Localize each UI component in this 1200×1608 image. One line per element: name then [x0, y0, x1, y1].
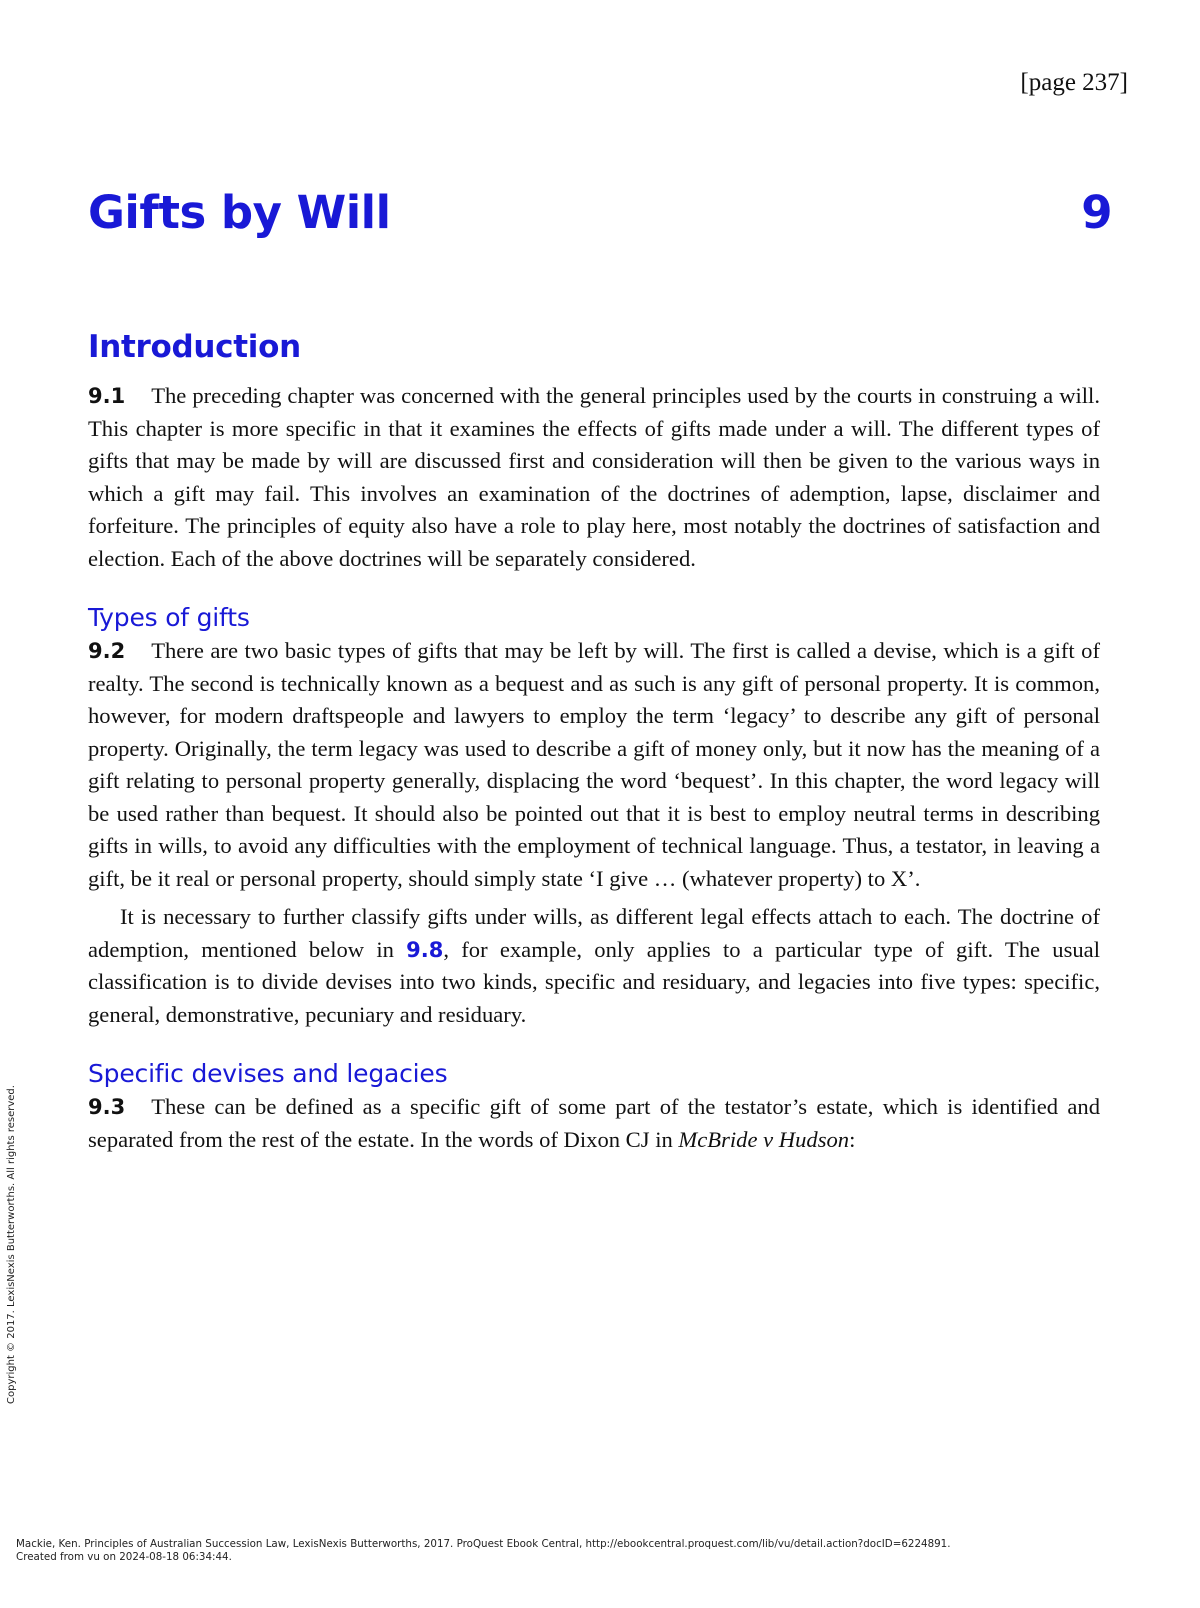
footer — [16, 1538, 951, 1564]
paragraph-9-2 — [88, 635, 1100, 895]
paragraph-number: 9.1 — [88, 384, 126, 408]
paragraph-text: These can be defined as a specific gift of some part of the testator’s estate, which is identified and separated from the rest of the estate. In the words of Dixon CJ in — [88, 1094, 1100, 1152]
paragraph-9-1 — [88, 380, 1100, 575]
copyright-side-note: Copyright © 2017. LexisNexis Butterworths. All rights reserved. — [6, 1085, 17, 1404]
paragraph-text: The preceding chapter was concerned with the general principles used by the courts in construing a will. This chapter is more specific in that it examines the effects of gifts made under a will. The different types of gifts that may be made by will are discussed first and consideration will then be given to the various ways in which a gift may fail. This involves an examination of the doctrines of ademption, lapse, disclaimer and forfeiture. The principles of equity also have a role to play here, most notably the doctrines of satisfaction and election. Each of the above doctrines will be separately considered. — [88, 383, 1100, 571]
case-citation: McBride v Hudson — [678, 1126, 850, 1152]
document-body — [88, 326, 1100, 1156]
section-heading-types-of-gifts: Types of gifts — [88, 603, 250, 632]
paragraph-text: There are two basic types of gifts that may be left by will. The first is called a devise, which is a gift of realty. The second is technically known as a bequest and as such is any gift of personal property. It is common, however, for modern draftspeople and lawyers to employ the term ‘legacy’ to describe any gift of personal property. Originally, the term legacy was used to describe a gift of money only, but it now has the meaning of a gift relating to personal property generally, displacing the word ‘bequest’. In this chapter, the word legacy will be used rather than bequest. It should also be pointed out that it is best to employ neutral terms in describing gifts in wills, to avoid any difficulties with the employment of technical language. Thus, a testator, in leaving a gift, be it real or personal property, should simply state ‘I give … (whatever property) to X’. — [88, 638, 1100, 891]
section-heading-introduction: Introduction — [88, 329, 301, 365]
page-number: [page 237] — [1020, 69, 1128, 96]
paragraph-number: 9.3 — [88, 1095, 126, 1119]
cross-reference-link[interactable]: 9.8 — [406, 937, 444, 962]
chapter-title: Gifts by Will — [88, 185, 391, 239]
footer-citation: Mackie, Ken. Principles of Australian Succession Law, LexisNexis Butterworths, 2017. ProQuest Ebook Central, http://ebookcentral.proquest.com/lib/vu/detail.action?docID=6224891. — [16, 1538, 951, 1550]
chapter-number: 9 — [1081, 185, 1112, 239]
section-heading-specific-devises: Specific devises and legacies — [88, 1059, 448, 1088]
footer-created: Created from vu on 2024-08-18 06:34:44. — [16, 1551, 232, 1563]
paragraph-text: , for example, only applies to a particular type of gift. The usual classification is to divide devises into two kinds, specific and residuary, and legacies into five types: specific, general, demonstrative, pecuniary and residuary. — [88, 936, 1100, 1027]
paragraph-9-3 — [88, 1091, 1100, 1156]
paragraph-text: : — [849, 1126, 856, 1152]
chapter-heading — [88, 182, 1112, 242]
paragraph-number: 9.2 — [88, 639, 126, 663]
paragraph-text: It is necessary to further classify gifts under wills, as different legal effects attach to each. The doctrine of ademption, mentioned below in — [88, 904, 1100, 962]
paragraph-9-2-continued — [88, 901, 1100, 1031]
